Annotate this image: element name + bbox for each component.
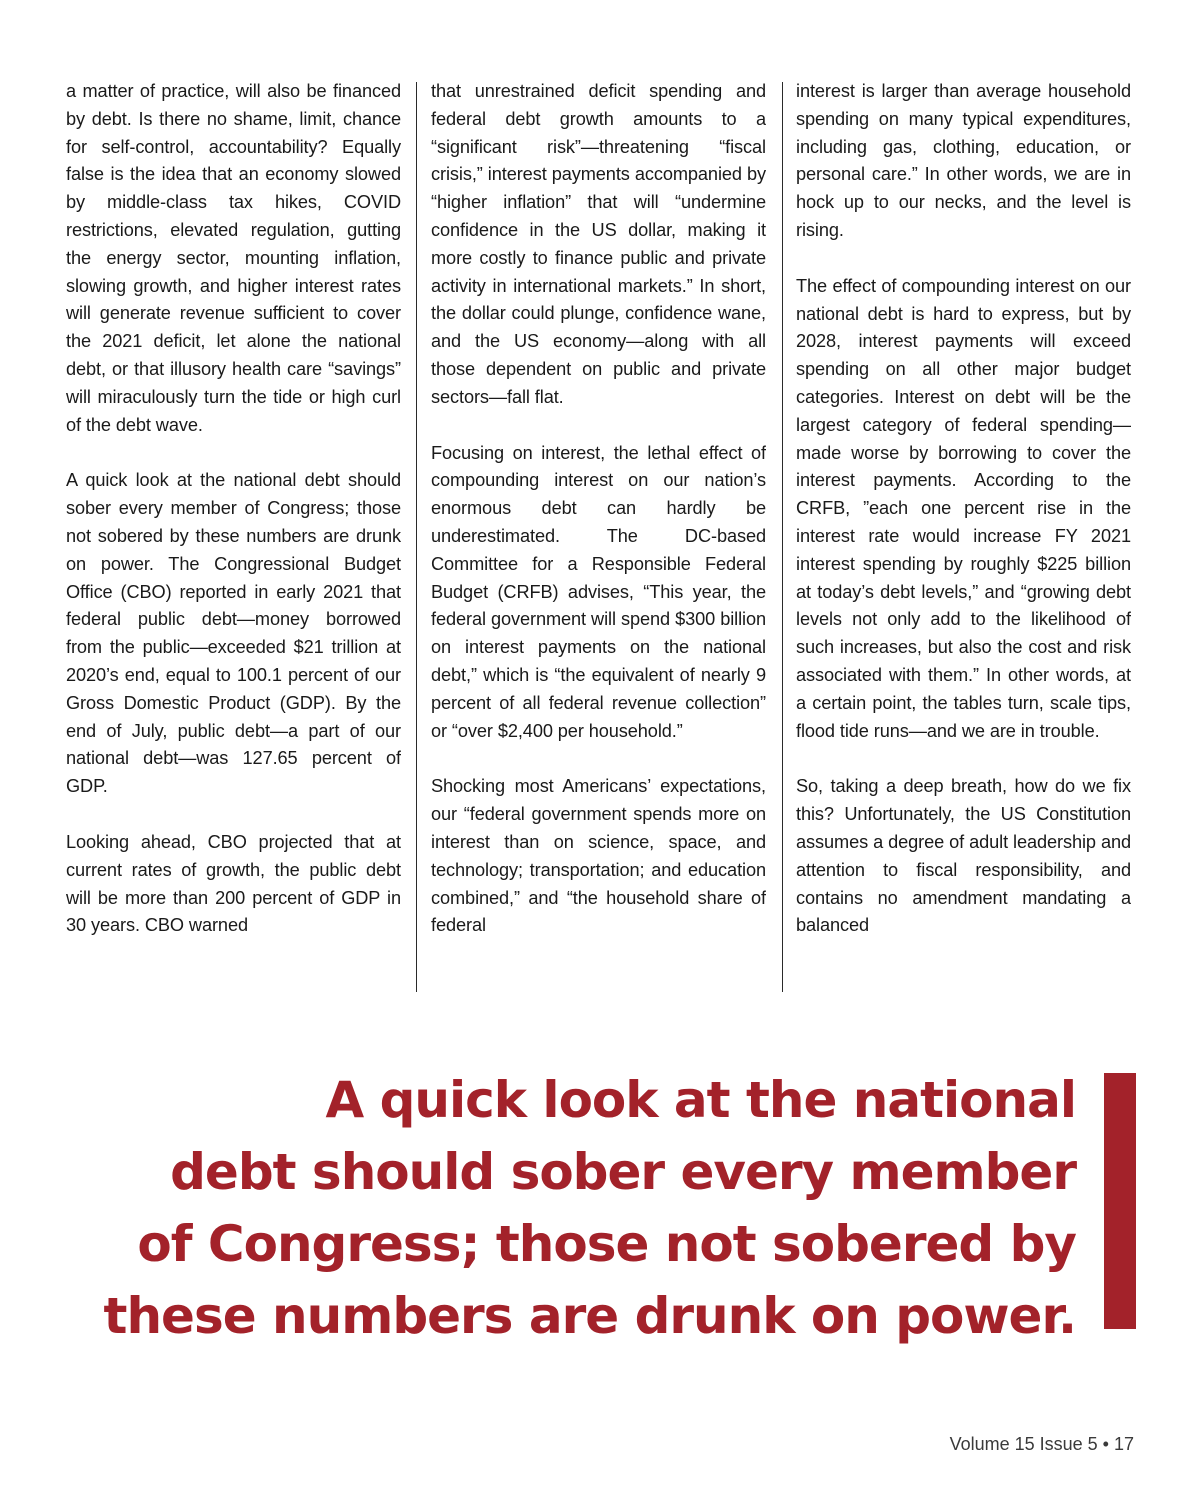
column-divider bbox=[416, 82, 417, 992]
pull-quote-line: these numbers are drunk on power. bbox=[103, 1287, 1076, 1345]
article-columns bbox=[66, 78, 1134, 996]
page-folio: Volume 15 Issue 5 • 17 bbox=[949, 1434, 1134, 1454]
pull-quote-accent-bar bbox=[1104, 1073, 1136, 1329]
article-column-1 bbox=[66, 78, 401, 996]
body-paragraph: The effect of compounding interest on our national debt is hard to express, but by 2028, interest payments will exceed spending on all other major budget categories. Interest on debt will be the largest category of federal spending—made worse by borrowing to cover the interest payments. According to the CRFB, ”each one percent rise in the interest rate would increase FY 2021 interest spending by roughly $225 billion at today’s debt levels,” and “growing debt levels not only add to the likelihood of such increases, but also the cost and risk associated with them.” In other words, at a certain point, the tables turn, scale tips, flood tide runs—and we are in trouble. bbox=[796, 275, 1131, 741]
body-paragraph: interest is larger than average household spending on many typical expenditures, including gas, clothing, education, or personal care.” In other words, we are in hock up to our necks, and the level is rising. bbox=[796, 81, 1131, 240]
pull-quote-line: of Congress; those not sobered by bbox=[137, 1215, 1076, 1273]
pull-quote-line: A quick look at the national bbox=[325, 1071, 1076, 1129]
article-column-2 bbox=[431, 78, 766, 996]
body-paragraph: So, taking a deep breath, how do we fix this? Unfortunately, the US Constitution assumes a degree of adult leadership and attention to fiscal responsibility, and contains no amendment mandating a balanced bbox=[796, 776, 1131, 936]
column-divider bbox=[782, 82, 783, 992]
pull-quote-line: debt should sober every member bbox=[170, 1143, 1076, 1201]
body-paragraph: Shocking most Americans’ expectations, our “federal government spends more on interest than on science, space, and technology; transportation; and education combined,” and “the household share of federal bbox=[431, 776, 766, 936]
pull-quote bbox=[40, 1064, 1076, 1352]
body-paragraph: Focusing on interest, the lethal effect of compounding interest on our nation’s enormous debt can hardly be underestimated. The DC-based Committee for a Responsible Federal Budget (CRFB) advises, “This year, the federal government will spend $300 billion on interest payments on the national debt,” which is “the equivalent of nearly 9 percent of all federal revenue collection” or “over $2,400 per household.” bbox=[431, 442, 766, 741]
body-paragraph: a matter of practice, will also be financed by debt. Is there no shame, limit, chance for self-control, accountability? Equally false is the idea that an economy slowed by middle-class tax hikes, COVID restrictions, elevated regulation, gutting the energy sector, mounting inflation, slowing growth, and higher interest rates will generate revenue sufficient to cover the 2021 deficit, let alone the national debt, or that illusory health care “savings” will miraculously turn the tide or high curl of the debt wave. bbox=[66, 81, 401, 435]
body-paragraph: A quick look at the national debt should sober every member of Congress; those not sobered by these numbers are drunk on power. The Congressional Budget Office (CBO) reported in early 2021 that federal public debt—money borrowed from the public—exceeded $21 trillion at 2020’s end, equal to 100.1 percent of our Gross Domestic Product (GDP). By the end of July, public debt—a part of our national debt—was 127.65 percent of GDP. bbox=[66, 470, 401, 797]
article-column-3 bbox=[796, 78, 1131, 996]
body-paragraph: that unrestrained deficit spending and federal debt growth amounts to a “significant risk”—threatening “fiscal crisis,” interest payments accompanied by “higher inflation” that will “undermine confidence in the US dollar, making it more costly to finance public and private activity in international markets.” In short, the dollar could plunge, confidence wane, and the US economy—along with all those dependent on public and private sectors—fall flat. bbox=[431, 81, 766, 407]
body-paragraph: Looking ahead, CBO projected that at current rates of growth, the public debt will be more than 200 percent of GDP in 30 years. CBO warned bbox=[66, 831, 401, 936]
